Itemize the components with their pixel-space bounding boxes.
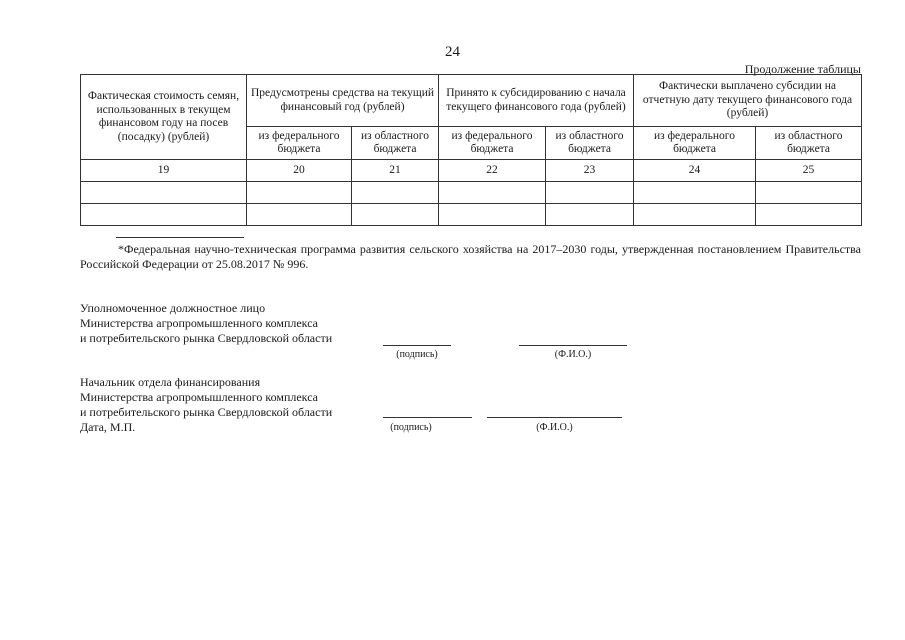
name-caption: (Ф.И.О.) (536, 422, 573, 433)
table-continuation-label: Продолжение таблицы (744, 62, 861, 76)
name-caption: (Ф.И.О.) (554, 349, 592, 360)
table-cell (352, 182, 439, 204)
header-planned-funds: Предусмотрены средства на текущий финансовый год (рублей) (247, 75, 439, 127)
name-line (487, 417, 622, 418)
table-cell (756, 204, 862, 226)
table-cell (756, 182, 862, 204)
subheader-regional: из областного бюджета (546, 127, 634, 160)
column-number: 20 (247, 160, 352, 182)
table-cell (247, 182, 352, 204)
table-header-row (81, 75, 862, 127)
signature-line (383, 417, 472, 418)
header-accepted-subsidy: Принято к субсидированию с начала текущего финансового года (рублей) (439, 75, 634, 127)
table-cell (634, 204, 756, 226)
signatory-1-title: Уполномоченное должностное лицо Министерства агропромышленного комплекса и потребительского рынка Свердловской области (80, 301, 333, 345)
subheader-regional: из областного бюджета (756, 127, 862, 160)
table-cell (81, 182, 247, 204)
column-number: 21 (352, 160, 439, 182)
column-number: 25 (756, 160, 862, 182)
name-line (519, 345, 627, 346)
page-number: 24 (445, 44, 460, 60)
footnote: *Федеральная научно-техническая программа развития сельского хозяйства на 2017–2030 годы, утвержденная постановлением Правительства Российской Федерации от 25.08.2017 № 996. (80, 242, 861, 271)
table-row (81, 182, 862, 204)
table-cell (439, 204, 546, 226)
signature-line (383, 345, 451, 346)
subheader-regional: из областного бюджета (352, 127, 439, 160)
subheader-federal: из федерального бюджета (634, 127, 756, 160)
table-cell (439, 182, 546, 204)
signature-caption: (подпись) (396, 349, 438, 360)
column-number: 24 (634, 160, 756, 182)
table-cell (81, 204, 247, 226)
column-number: 19 (81, 160, 247, 182)
table-cell (634, 182, 756, 204)
column-number: 22 (439, 160, 546, 182)
table-cell (352, 204, 439, 226)
table-cell (247, 204, 352, 226)
subheader-federal: из федерального бюджета (439, 127, 546, 160)
subsidy-table (80, 74, 862, 226)
subheader-federal: из федерального бюджета (247, 127, 352, 160)
footnote-separator (116, 237, 244, 238)
column-number-row (81, 160, 862, 182)
header-seed-cost: Фактическая стоимость семян, использованных в текущем финансовом году на посев (посадку) (рублей) (81, 75, 247, 160)
table-cell (546, 182, 634, 204)
table-cell (546, 204, 634, 226)
signature-caption: (подпись) (390, 422, 432, 433)
table-row (81, 204, 862, 226)
signatory-2-title: Начальник отдела финансирования Министерства агропромышленного комплекса и потребительского рынка Свердловской области Дата, М.П. (80, 375, 333, 434)
column-number: 23 (546, 160, 634, 182)
header-paid-subsidy: Фактически выплачено субсидии на отчетную дату текущего финансового года (рублей) (634, 75, 862, 127)
